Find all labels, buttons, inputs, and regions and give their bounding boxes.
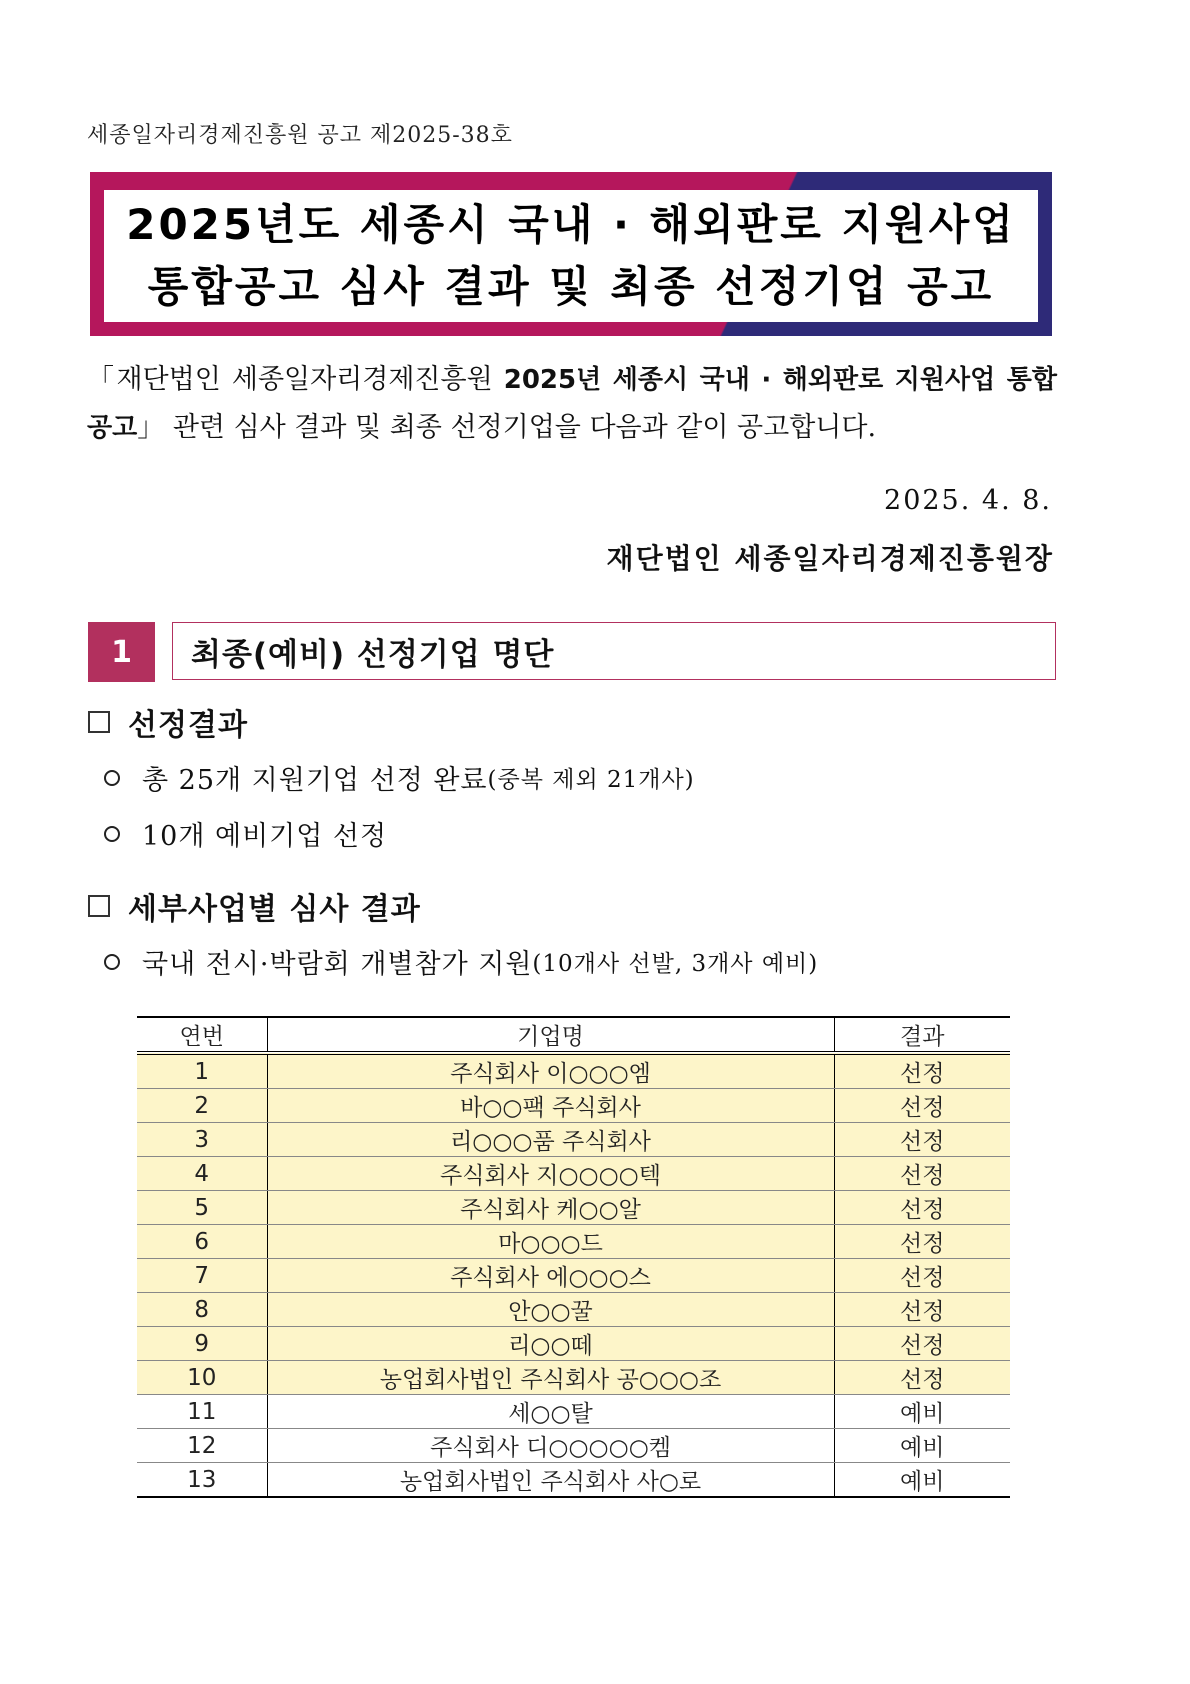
selection-bullet-2-main: 10개 예비기업 선정 xyxy=(142,821,388,852)
cell-company: 세○○탈 xyxy=(267,1395,834,1429)
cell-number: 12 xyxy=(137,1429,267,1463)
cell-number: 10 xyxy=(137,1361,267,1395)
cell-result: 예비 xyxy=(834,1395,1010,1429)
intro-open: 「재단법인 세종일자리경제진흥원 xyxy=(87,364,504,395)
detail-bullet xyxy=(104,942,818,981)
cell-result: 선정 xyxy=(834,1259,1010,1293)
cell-company: 농업회사법인 주식회사 사○로 xyxy=(267,1463,834,1498)
table-row xyxy=(137,1327,1010,1361)
detail-bullet-main: 국내 전시·박람회 개별참가 지원 xyxy=(142,949,533,980)
table-row xyxy=(137,1259,1010,1293)
cell-number: 2 xyxy=(137,1089,267,1123)
cell-company: 주식회사 지○○○○텍 xyxy=(267,1157,834,1191)
table-row xyxy=(137,1157,1010,1191)
results-table xyxy=(137,1016,1010,1498)
cell-result: 예비 xyxy=(834,1429,1010,1463)
issuer: 재단법인 세종일자리경제진흥원장 xyxy=(606,542,1054,575)
detail-result-heading-text: 세부사업별 심사 결과 xyxy=(128,892,421,927)
table-row xyxy=(137,1053,1010,1089)
table-row xyxy=(137,1395,1010,1429)
cell-company: 안○○꿀 xyxy=(267,1293,834,1327)
section-title: 최종(예비) 선정기업 명단 xyxy=(172,622,1056,680)
cell-number: 3 xyxy=(137,1123,267,1157)
header-company: 기업명 xyxy=(267,1017,834,1053)
intro-close: 」 관련 심사 결과 및 최종 선정기업을 다음과 같이 공고합니다. xyxy=(137,412,877,443)
cell-result: 선정 xyxy=(834,1327,1010,1361)
table-row xyxy=(137,1225,1010,1259)
circle-bullet-icon xyxy=(104,826,120,842)
detail-result-heading xyxy=(88,884,421,928)
circle-bullet-icon xyxy=(104,770,120,786)
notice-date: 2025. 4. 8. xyxy=(884,485,1052,516)
cell-company: 마○○○드 xyxy=(267,1225,834,1259)
cell-number: 5 xyxy=(137,1191,267,1225)
cell-number: 1 xyxy=(137,1053,267,1089)
intro-bold: 2025년 세종시 국내 · 해외판로 지원사업 통합공고 xyxy=(87,365,1057,443)
selection-result-heading xyxy=(88,700,248,744)
cell-result: 선정 xyxy=(834,1361,1010,1395)
cell-company: 주식회사 에○○○스 xyxy=(267,1259,834,1293)
cell-result: 선정 xyxy=(834,1123,1010,1157)
intro-paragraph xyxy=(87,356,1057,452)
cell-number: 11 xyxy=(137,1395,267,1429)
notice-number: 세종일자리경제진흥원 공고 제2025-38호 xyxy=(87,123,513,148)
selection-bullet-1 xyxy=(104,758,695,797)
header-number: 연번 xyxy=(137,1017,267,1053)
cell-number: 8 xyxy=(137,1293,267,1327)
cell-number: 4 xyxy=(137,1157,267,1191)
cell-result: 선정 xyxy=(834,1191,1010,1225)
circle-bullet-icon xyxy=(104,954,120,970)
header-result: 결과 xyxy=(834,1017,1010,1053)
title-banner xyxy=(90,172,1052,336)
cell-company: 주식회사 디○○○○○켐 xyxy=(267,1429,834,1463)
selection-bullet-2 xyxy=(104,814,387,853)
title-inner xyxy=(104,190,1038,322)
cell-result: 선정 xyxy=(834,1157,1010,1191)
cell-company: 리○○떼 xyxy=(267,1327,834,1361)
square-bullet-icon xyxy=(88,711,110,733)
title-line-1: 2025년도 세종시 국내 · 해외판로 지원사업 xyxy=(126,200,1016,249)
table-row xyxy=(137,1191,1010,1225)
table-row xyxy=(137,1361,1010,1395)
cell-company: 주식회사 케○○알 xyxy=(267,1191,834,1225)
selection-bullet-1-main: 총 25개 지원기업 선정 완료 xyxy=(142,765,488,796)
cell-company: 리○○○품 주식회사 xyxy=(267,1123,834,1157)
cell-number: 9 xyxy=(137,1327,267,1361)
cell-number: 6 xyxy=(137,1225,267,1259)
table-header-row xyxy=(137,1017,1010,1053)
cell-number: 13 xyxy=(137,1463,267,1498)
detail-bullet-note: (10개사 선발, 3개사 예비) xyxy=(532,951,819,977)
table-row xyxy=(137,1429,1010,1463)
table-row xyxy=(137,1293,1010,1327)
cell-result: 선정 xyxy=(834,1225,1010,1259)
cell-number: 7 xyxy=(137,1259,267,1293)
cell-company: 바○○팩 주식회사 xyxy=(267,1089,834,1123)
cell-result: 예비 xyxy=(834,1463,1010,1498)
title-line-2: 통합공고 심사 결과 및 최종 선정기업 공고 xyxy=(147,262,995,311)
cell-result: 선정 xyxy=(834,1293,1010,1327)
table-row xyxy=(137,1123,1010,1157)
table-body xyxy=(137,1053,1010,1497)
square-bullet-icon xyxy=(88,895,110,917)
table-row xyxy=(137,1089,1010,1123)
table-row xyxy=(137,1463,1010,1498)
cell-company: 농업회사법인 주식회사 공○○○조 xyxy=(267,1361,834,1395)
cell-result: 선정 xyxy=(834,1053,1010,1089)
cell-result: 선정 xyxy=(834,1089,1010,1123)
cell-company: 주식회사 이○○○엠 xyxy=(267,1053,834,1089)
selection-result-heading-text: 선정결과 xyxy=(128,708,248,743)
section-number: 1 xyxy=(88,622,155,682)
selection-bullet-1-note: (중복 제외 21개사) xyxy=(487,767,695,793)
